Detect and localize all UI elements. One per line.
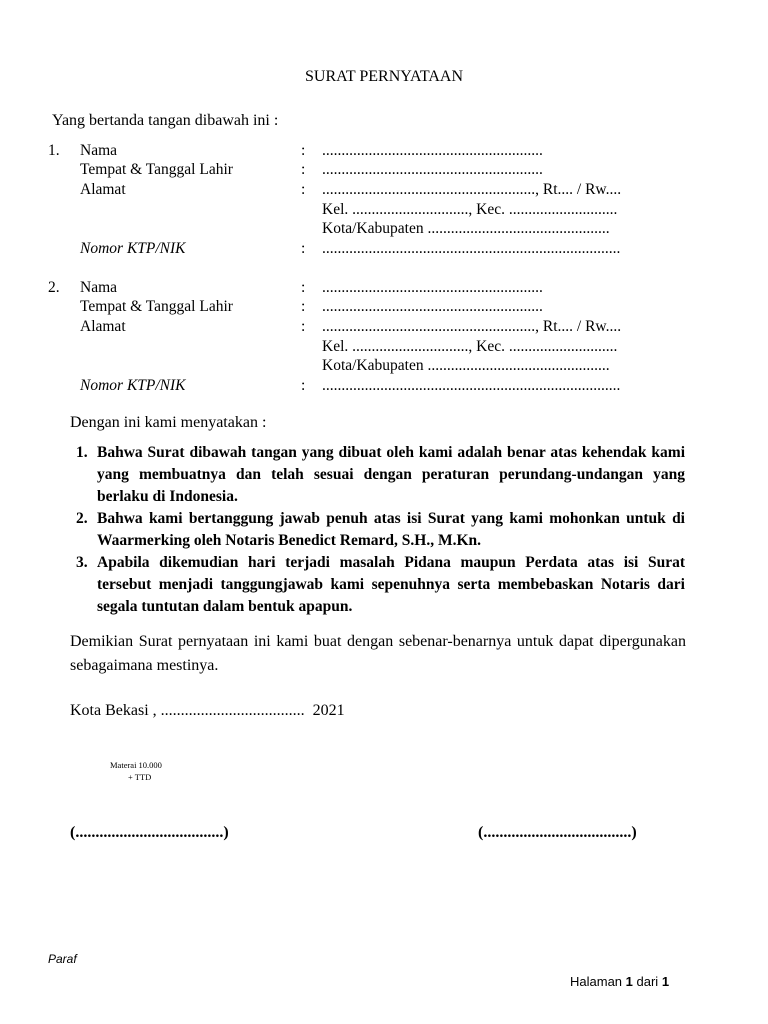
ttd-note: + TTD [128, 772, 152, 782]
declaration-lead: Dengan ini kami menyatakan : [70, 414, 267, 431]
place-date-line [70, 702, 345, 720]
birth-value: ......................................................... [322, 298, 543, 315]
date-blank: .................................... [160, 702, 305, 719]
colon: : [301, 161, 306, 178]
party-number: 1. [48, 142, 60, 159]
colon: : [301, 298, 306, 315]
closing-paragraph: Demikian Surat pernyataan ini kami buat dengan sebenar-benarnya untuk dapat dipergunakan sebagaimana mestinya. [70, 633, 686, 674]
ktp-label: Nomor KTP/NIK [80, 377, 186, 394]
colon: : [301, 279, 306, 296]
statement-text: Bahwa kami bertanggung jawab penuh atas isi Surat yang kami mohonkan untuk di Waarmerking oleh Notaris Benedict Remard, S.H., M.Kn. [97, 510, 685, 549]
address-label: Alamat [80, 181, 126, 198]
birth-label: Tempat & Tanggal Lahir [80, 161, 233, 178]
birth-label: Tempat & Tanggal Lahir [80, 298, 233, 315]
statement-number: 2. [76, 510, 88, 527]
ktp-label: Nomor KTP/NIK [80, 240, 186, 257]
ktp-value: ............................................................................. [322, 377, 621, 394]
page-current: 1 [625, 974, 633, 989]
party-number: 2. [48, 279, 60, 296]
colon: : [301, 181, 306, 198]
statement-item [76, 552, 685, 618]
name-value: ......................................................... [322, 142, 543, 159]
page-word: Halaman [570, 974, 623, 989]
signature-left: (.....................................) [70, 824, 229, 841]
statement-item [76, 508, 685, 552]
kota-value: Kota/Kabupaten ............................................... [322, 220, 610, 237]
colon: : [301, 318, 306, 335]
kel-kec-value: Kel. .............................., Kec. ............................ [322, 201, 618, 218]
birth-value: ......................................................... [322, 161, 543, 178]
address-value: ......................................................., Rt.... / Rw.... [322, 318, 622, 335]
name-label: Nama [80, 142, 118, 159]
colon: : [301, 240, 306, 257]
statement-number: 1. [76, 444, 88, 461]
statement-text: Bahwa Surat dibawah tangan yang dibuat oleh kami adalah benar atas kehendak kami yang membuatnya dan telah sesuai dengan peraturan perundang-undangan yang berlaku di Indonesia. [97, 444, 685, 505]
statement-text: Apabila dikemudian hari terjadi masalah Pidana maupun Perdata atas isi Surat tersebut menjadi tanggungjawab kami sepenuhnya serta membebaskan Notaris dari segala tuntutan dalam bentuk apapun. [97, 554, 685, 615]
kel-kec-value: Kel. .............................., Kec. ............................ [322, 338, 618, 355]
materai-note: Materai 10.000 [110, 760, 162, 770]
signature-right: (.....................................) [478, 824, 637, 841]
paraf-label: Paraf [48, 952, 77, 966]
page-total: 1 [661, 974, 670, 989]
colon: : [301, 377, 306, 394]
intro-text: Yang bertanda tangan dibawah ini : [52, 112, 279, 129]
page-of: dari [636, 974, 659, 989]
document-title: SURAT PERNYATAAN [304, 68, 463, 85]
city: Kota Bekasi , [70, 702, 157, 719]
page-number [570, 974, 669, 989]
statement-list [76, 442, 685, 618]
statement-item [76, 442, 685, 508]
name-label: Nama [80, 279, 118, 296]
name-value: ......................................................... [322, 279, 543, 296]
ktp-value: ............................................................................. [322, 240, 621, 257]
year: 2021 [312, 702, 345, 719]
colon: : [301, 142, 306, 159]
address-value: ......................................................., Rt.... / Rw.... [322, 181, 622, 198]
statement-number: 3. [76, 554, 88, 571]
kota-value: Kota/Kabupaten ............................................... [322, 357, 610, 374]
address-label: Alamat [80, 318, 126, 335]
